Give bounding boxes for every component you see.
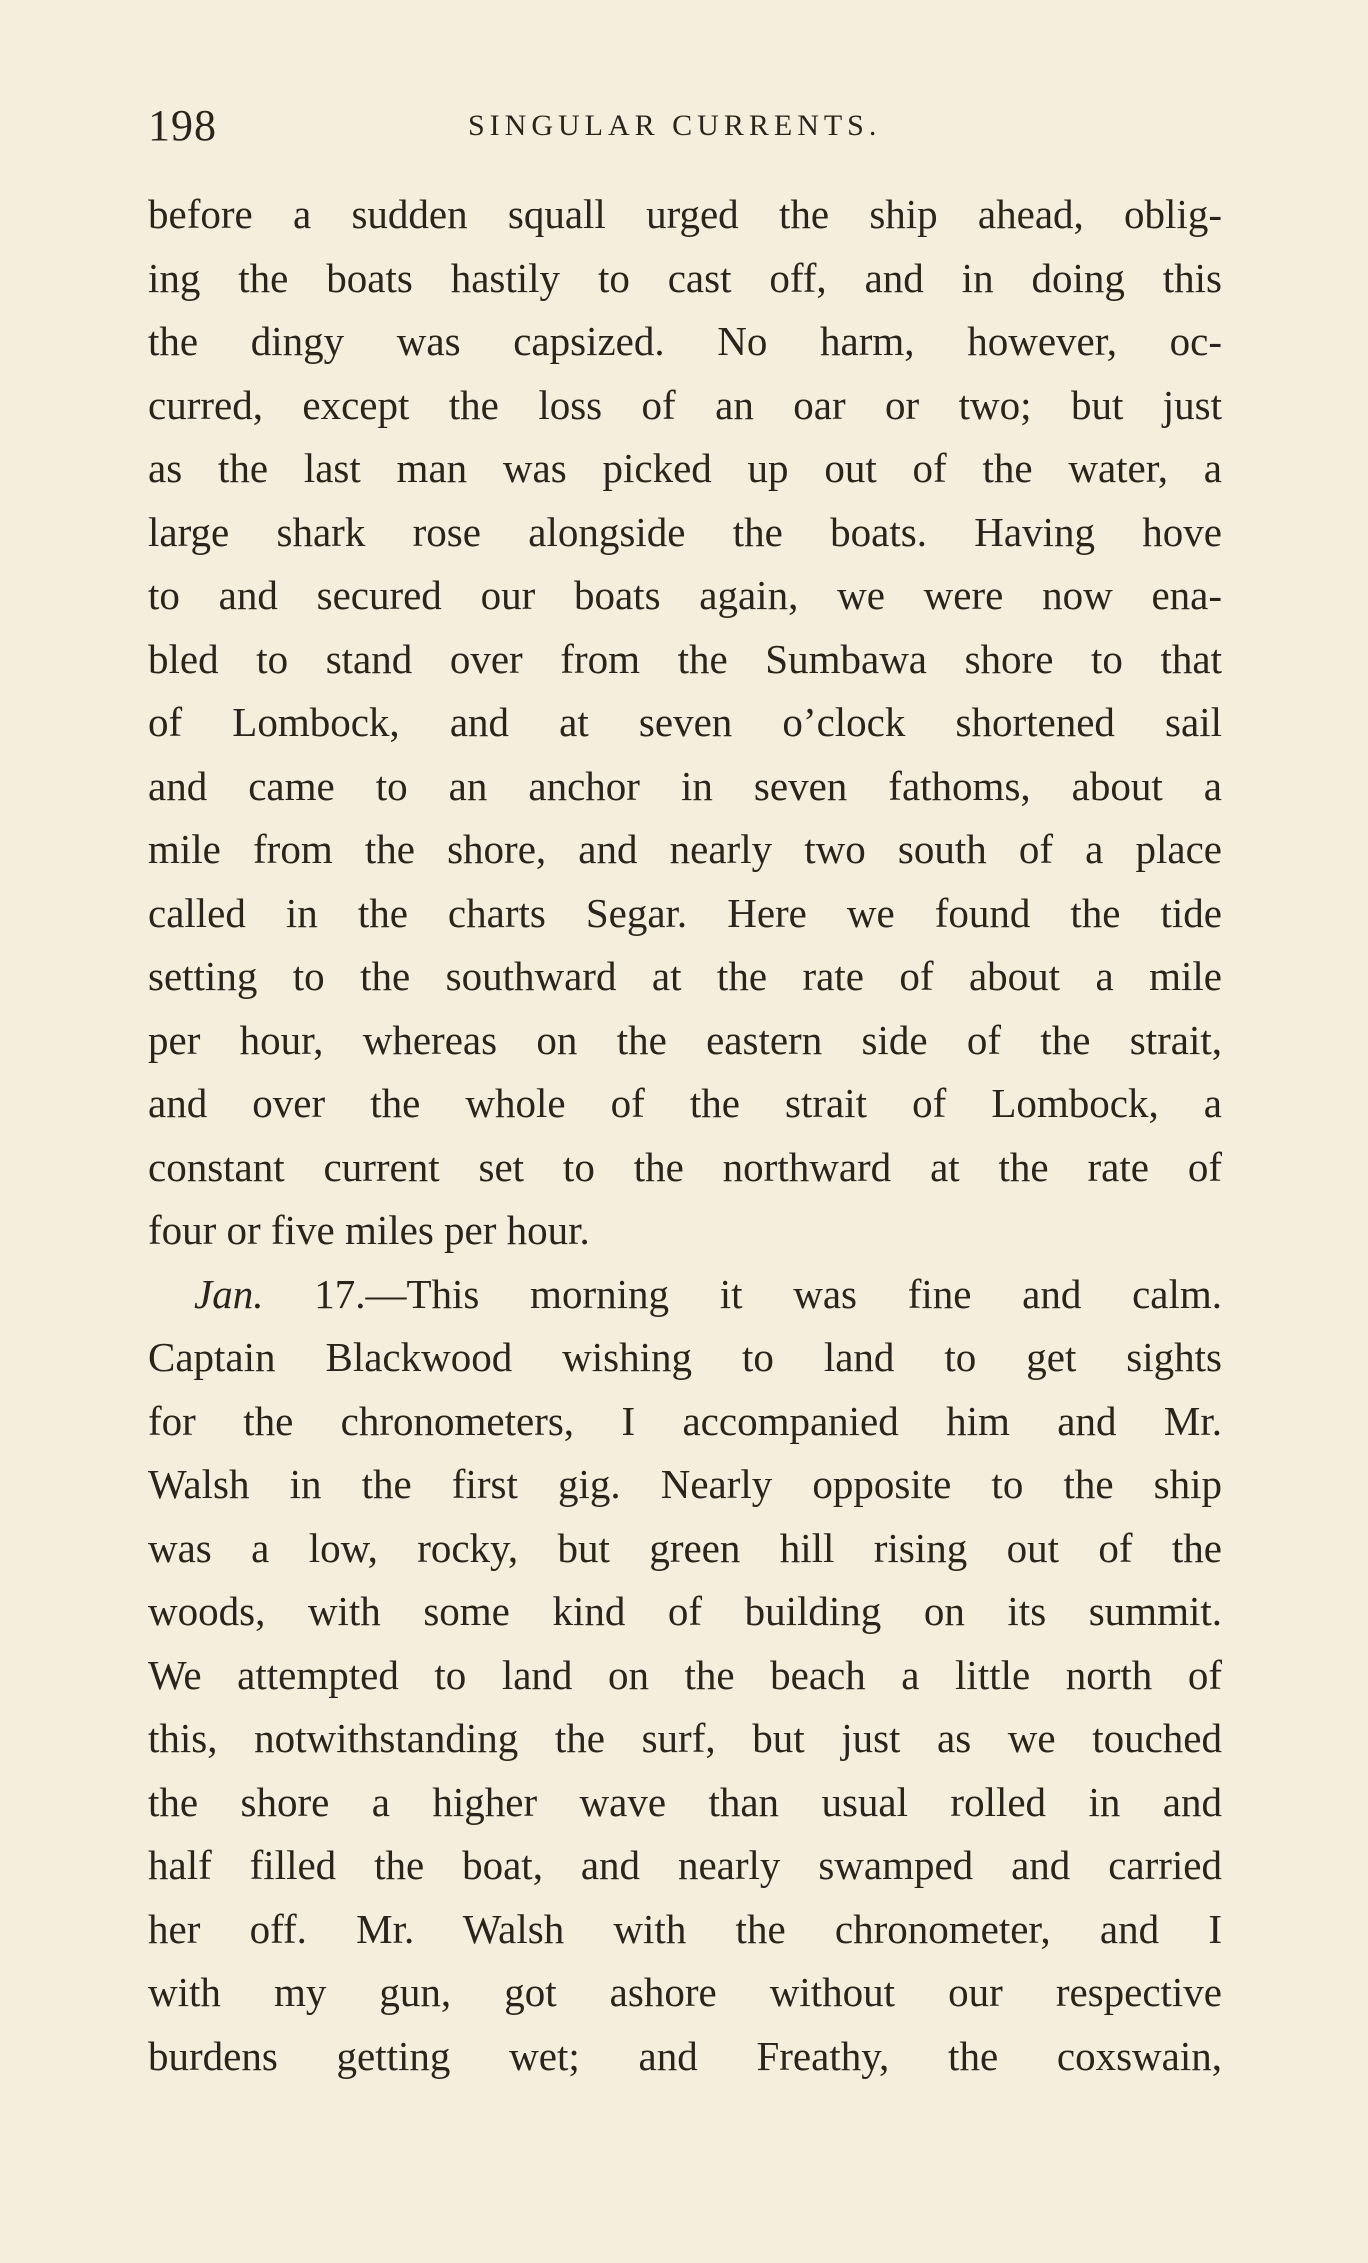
text-line: this, notwithstanding the surf, but just as we touched — [148, 1715, 1222, 1761]
page-number: 198 — [148, 101, 217, 150]
paragraph-start-line — [148, 1263, 1222, 1327]
text-line: to and secured our boats again, we were now ena- — [148, 572, 1222, 618]
text-line: mile from the shore, and nearly two south of a place — [148, 826, 1222, 872]
text-line: and came to an anchor in seven fathoms, about a — [148, 762, 1222, 809]
text-line: per hour, whereas on the eastern side of the strait, — [148, 1016, 1222, 1063]
text-line: four or five miles per hour. — [148, 1207, 590, 1253]
body-text — [148, 183, 1222, 2088]
text-line: of Lombock, and at seven o’clock shortened sail — [148, 699, 1222, 745]
text-line: burdens getting wet; and Freathy, the coxswain, — [148, 2032, 1222, 2079]
text-line: for the chronometers, I accompanied him and Mr. — [148, 1397, 1222, 1444]
text-line: as the last man was picked up out of the water, a — [148, 445, 1222, 491]
text-line: her off. Mr. Walsh with the chronometer, and I — [148, 1905, 1222, 1952]
text-line-rest: 17.—This morning it was fine and calm. — [314, 1270, 1222, 1317]
text-line: before a sudden squall urged the ship ahead, oblig- — [148, 191, 1222, 237]
running-head — [148, 96, 1220, 156]
text-line: was a low, rocky, but green hill rising out of the — [148, 1524, 1222, 1571]
text-line: with my gun, got ashore without our respective — [148, 1969, 1222, 2015]
text-line: called in the charts Segar. Here we found the tide — [148, 889, 1222, 936]
text-line: setting to the southward at the rate of about a mile — [148, 953, 1222, 999]
text-line: Captain Blackwood wishing to land to get sights — [148, 1334, 1222, 1380]
text-line: woods, with some kind of building on its summit. — [148, 1588, 1222, 1634]
text-line: We attempted to land on the beach a little north of — [148, 1651, 1222, 1698]
text-line: bled to stand over from the Sumbawa shore to that — [148, 635, 1222, 682]
text-line: large shark rose alongside the boats. Having hove — [148, 508, 1222, 555]
date-label: Jan. — [194, 1270, 264, 1317]
text-line: ing the boats hastily to cast off, and in doing this — [148, 254, 1222, 301]
text-line: the shore a higher wave than usual rolled in and — [148, 1778, 1222, 1825]
text-line: Walsh in the first gig. Nearly opposite to the ship — [148, 1461, 1222, 1507]
text-line: half filled the boat, and nearly swamped and carried — [148, 1842, 1222, 1888]
text-line: the dingy was capsized. No harm, however, oc- — [148, 318, 1222, 364]
text-line: constant current set to the northward at the rate of — [148, 1143, 1222, 1190]
text-line: curred, except the loss of an oar or two; but just — [148, 381, 1222, 428]
text-line: and over the whole of the strait of Lombock, a — [148, 1080, 1222, 1126]
running-title: SINGULAR CURRENTS. — [468, 109, 882, 142]
